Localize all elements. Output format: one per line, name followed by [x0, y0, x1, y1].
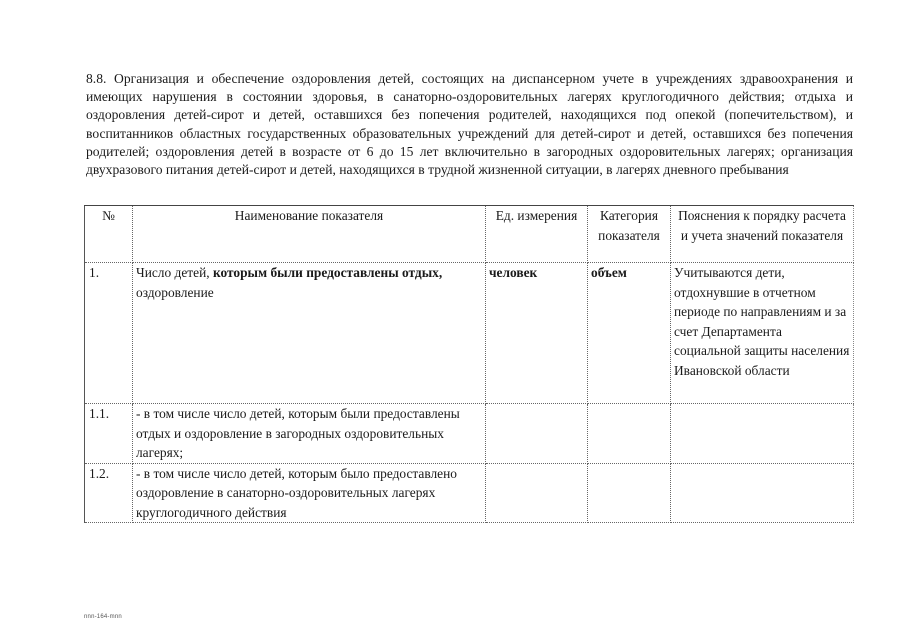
header-unit: Ед. измерения — [486, 206, 588, 263]
row-number: 1.2. — [85, 463, 133, 523]
row-number: 1.1. — [85, 404, 133, 464]
header-notes: Пояснения к порядку расчета и учета значений показателя — [671, 206, 854, 263]
table-row — [85, 463, 854, 523]
name-plain-part: Число детей, — [136, 265, 213, 280]
header-indicator-name: Наименование показателя — [133, 206, 486, 263]
table-header-row — [85, 206, 854, 263]
row-unit — [486, 404, 588, 464]
row-indicator-name — [133, 263, 486, 404]
row-unit: человек — [486, 263, 588, 404]
intro-paragraph: 8.8. Организация и обеспечение оздоровления детей, состоящих на диспансерном учете в учреждениях здравоохранения и имеющих нарушения в состоянии здоровья, в санаторно-оздоровительных лагерях круглогодичного действия; отдыха и оздоровления детей-сирот и детей, оставшихся без попечения родителей, находящихся под опекой (попечительством), и воспитанников областных государственных образовательных учреждений для детей-сирот и детей, оставшихся без попечения родителей; оздоровления детей в возрасте от 6 до 15 лет включительно в загородных оздоровительных лагерях; организация двухразового питания детей-сирот и детей, находящихся в трудной жизненной ситуации, в лагерях дневного пребывания — [86, 71, 853, 178]
row-indicator-name: - в том числе число детей, которым было предоставлено оздоровление в санаторно-оздоровительных лагерях круглогодичного действия — [133, 463, 486, 523]
row-notes: Учитываются дети, отдохнувшие в отчетном периоде по направлениям и за счет Департамента социальной защиты населения Ивановской области — [671, 263, 854, 404]
row-number: 1. — [85, 263, 133, 404]
table-row — [85, 404, 854, 464]
row-category — [588, 463, 671, 523]
row-category — [588, 404, 671, 464]
header-number: № — [85, 206, 133, 263]
name-tail-part: оздоровление — [136, 284, 214, 300]
row-indicator-name: - в том числе число детей, которым были предоставлены отдых и оздоровление в загородных оздоровительных лагерях; — [133, 404, 486, 464]
row-category: объем — [588, 263, 671, 404]
header-category: Категория показателя — [588, 206, 671, 263]
name-bold-part: которым были предоставлены отдых, — [212, 265, 443, 280]
row-notes — [671, 404, 854, 464]
footer-scan-mark: nnn-164-mnn — [84, 614, 122, 620]
table-row — [85, 263, 854, 404]
row-notes — [671, 463, 854, 523]
indicators-table — [84, 205, 854, 523]
row-unit — [486, 463, 588, 523]
